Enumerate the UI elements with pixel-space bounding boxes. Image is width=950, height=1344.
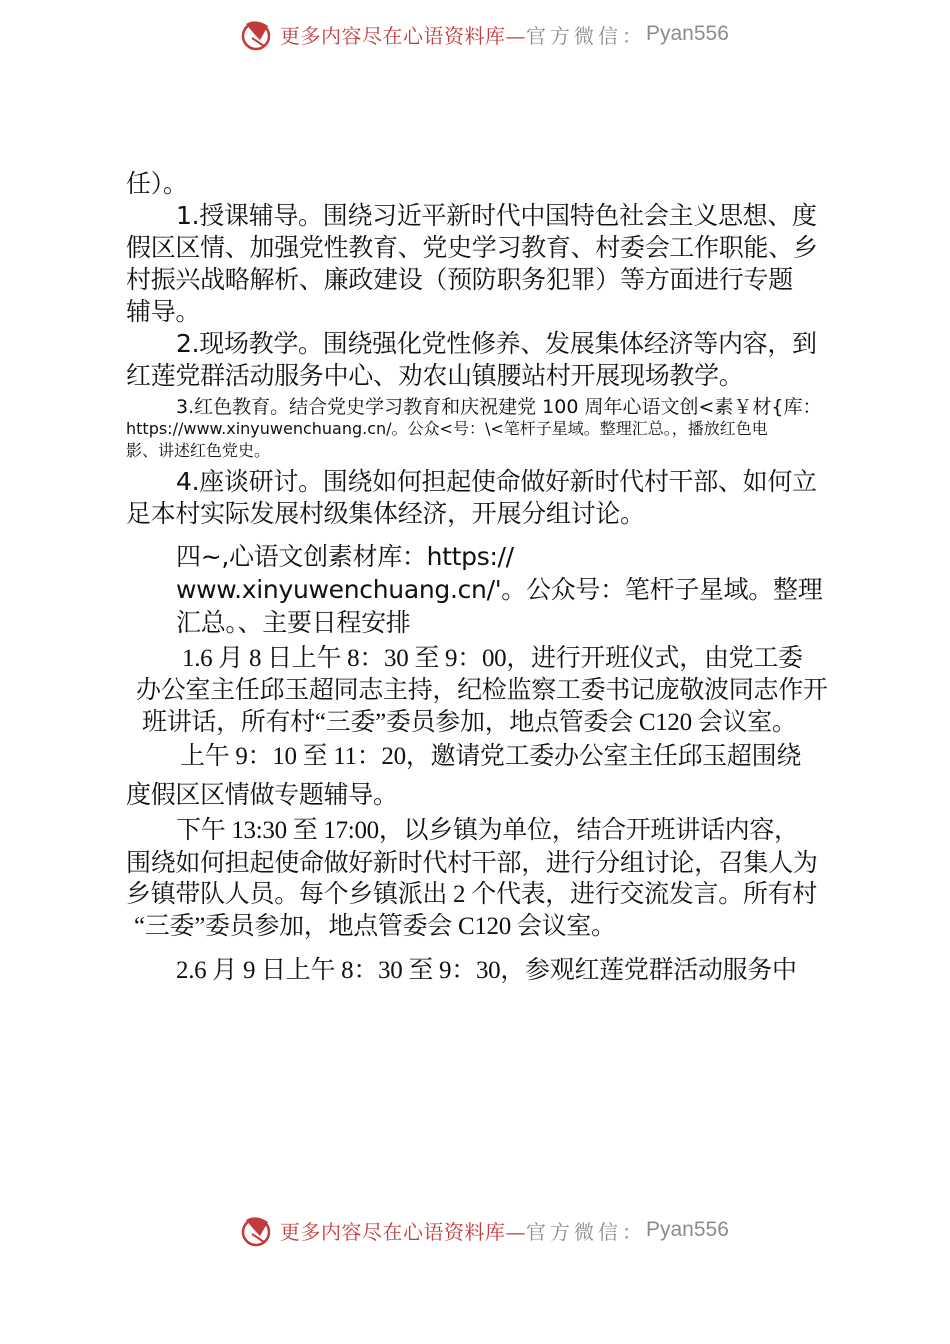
- text-line: 任）。: [126, 169, 188, 198]
- text-line: 度假区区情做专题辅导。: [126, 780, 398, 809]
- text-line: 假区区情、加强党性教育、党史学习教育、村委会工作职能、乡: [126, 233, 818, 262]
- text-line: 班讲话，所有村“三委”委员参加，地点管委会 C120 会议室。: [142, 709, 797, 736]
- header-watermark: [238, 14, 758, 54]
- text-line: 1.6 月 8 日上午 8：30 至 9：00，进行开班仪式，由党工委: [182, 645, 803, 672]
- banner-wechat-id: Pyan556: [646, 1218, 729, 1241]
- banner-wechat-label: 官方微信：: [526, 23, 646, 48]
- brand-logo-icon: [238, 16, 274, 52]
- text-line: 红莲党群活动服务中心、劝农山镇腰站村开展现场教学。: [126, 361, 744, 390]
- text-line: 四~,心语文创素材库：https://: [176, 542, 514, 571]
- text-line: 2.现场教学。围绕强化党性修养、发展集体经济等内容，到: [176, 329, 817, 358]
- text-line: 1.授课辅导。围绕习近平新时代中国特色社会主义思想、度: [176, 201, 817, 230]
- text-line: 上午 9：10 至 11：20，邀请党工委办公室主任邱玉超围绕: [180, 743, 802, 770]
- text-line: www.xinyuwenchuang.cn/'。公众号：笔杆子星域。整理: [176, 575, 823, 604]
- text-line: 汇总。、主要日程安排: [176, 608, 411, 637]
- text-line: 4.座谈研讨。围绕如何担起使命做好新时代村干部、如何立: [176, 467, 817, 496]
- banner-text: 更多内容尽在心语资料库—: [280, 1219, 526, 1244]
- footer-watermark: [238, 1210, 758, 1250]
- text-line: 2.6 月 9 日上午 8：30 至 9：30，参观红莲党群活动服务中: [176, 957, 797, 984]
- text-line: “三委”委员参加，地点管委会 C120 会议室。: [134, 913, 616, 940]
- text-line: 3.红色教育。结合党史学习教育和庆祝建党 100 周年心语文创<素￥材{库：: [176, 396, 822, 418]
- text-line: 村振兴战略解析、廉政建设（预防职务犯罪）等方面进行专题: [126, 265, 793, 294]
- text-line: https://www.xinyuwenchuang.cn/。公众<号：\<笔杆子星域。整理汇总。，播放红色电: [126, 419, 768, 438]
- banner-text: 更多内容尽在心语资料库—: [280, 23, 526, 48]
- text-line: 足本村实际发展村级集体经济，开展分组讨论。: [126, 499, 645, 528]
- banner-wechat-id: Pyan556: [646, 22, 729, 45]
- banner-wechat-label: 官方微信：: [526, 1219, 646, 1244]
- text-line: 下午 13:30 至 17:00，以乡镇为单位，结合开班讲话内容，: [176, 817, 799, 844]
- text-line: 办公室主任邱玉超同志主持，纪检监察工委书记庞敬波同志作开: [136, 677, 828, 704]
- document-body: [126, 168, 838, 987]
- text-line: 辅导。: [126, 297, 201, 326]
- text-line: 乡镇带队人员。每个乡镇派出 2 个代表，进行交流发言。所有村: [126, 881, 818, 908]
- text-line: 围绕如何担起使命做好新时代村干部，进行分组讨论，召集人为: [126, 848, 818, 877]
- brand-logo-icon: [238, 1212, 274, 1248]
- text-line: 影、讲述红色党史。: [126, 441, 271, 460]
